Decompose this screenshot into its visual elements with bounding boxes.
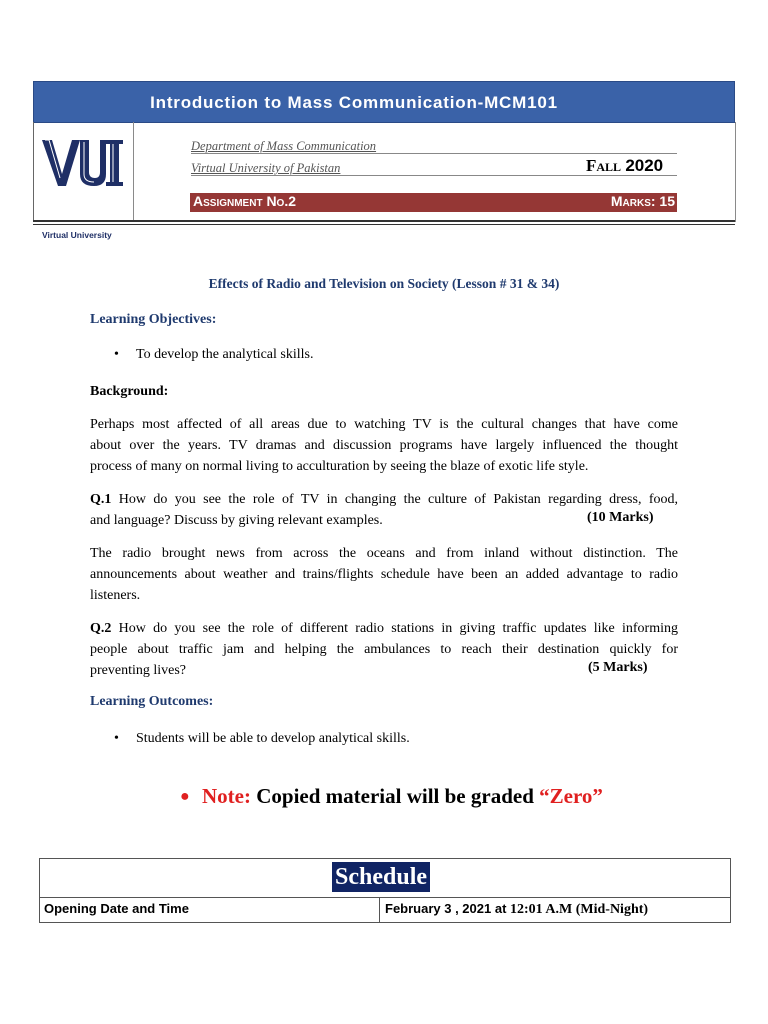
schedule-header (40, 859, 730, 898)
semester-word: Fall (586, 156, 622, 175)
marks-label: Marks: 15 (610, 193, 675, 209)
radio-line-3: listeners. (90, 588, 141, 603)
background-line-1: Perhaps most affected of all areas due to watching TV is the cultural changes that have come (90, 417, 678, 432)
header-divider (33, 220, 735, 222)
opening-date-value (381, 897, 730, 922)
document-heading: Effects of Radio and Television on Society (Lesson # 31 & 34) (208, 276, 560, 291)
logo-caption: Virtual University (42, 230, 112, 240)
header-divider-thin (33, 224, 735, 225)
note-label: Note: (202, 784, 251, 808)
opening-date: February 3 , 2021 at (385, 901, 511, 916)
copy-note (180, 784, 603, 809)
background-line-2: about over the years. TV dramas and discussion programs have largely influenced the thought (90, 438, 678, 453)
background-line-3: process of many on normal living to acculturation by seeing the blaze of exotic life style. (90, 459, 589, 474)
q2-label: Q.2 (90, 621, 112, 636)
radio-line-2: announcements about weather and trains/flights schedule have been an added advantage to radio (90, 567, 678, 582)
q1-line-1: Q.1 How do you see the role of TV in changing the culture of Pakistan regarding dress, food, (90, 492, 678, 507)
logo-cell (33, 122, 134, 240)
university-name: Virtual University of Pakistan (191, 161, 341, 175)
table-row (40, 897, 730, 922)
objective-item (114, 347, 313, 363)
q2-line-2: people about traffic jam and helping the ambulances to reach their destination quickly for (90, 642, 678, 657)
note-text: Copied material will be graded (256, 784, 534, 808)
note-emphasis: “Zero” (539, 784, 603, 808)
background-title: Background: (90, 384, 169, 399)
q2-line-3: preventing lives? (90, 663, 187, 678)
semester-year: 2020 (625, 156, 664, 175)
bullet-icon: • (114, 731, 119, 746)
opening-time: 12:01 A.M (Mid-Night) (510, 902, 649, 917)
opening-date-label: Opening Date and Time (40, 897, 380, 922)
radio-paragraph (90, 543, 678, 606)
red-bullet-icon: ● (180, 788, 190, 805)
outcome-text: Students will be able to develop analytical skills. (136, 731, 410, 746)
course-title-bar (33, 81, 735, 123)
background-paragraph (90, 414, 678, 477)
assignment-bar (190, 193, 677, 212)
q2-marks: (5 Marks) (588, 660, 648, 675)
course-title: Introduction to Mass Communication-MCM101 (150, 93, 558, 112)
q1-line-2: and language? Discuss by giving relevant examples. (90, 513, 383, 528)
q1-label: Q.1 (90, 492, 112, 507)
q1-marks: (10 Marks) (587, 510, 654, 525)
learning-outcomes-title: Learning Outcomes: (90, 694, 214, 709)
bullet-icon: • (114, 347, 119, 362)
department-name: Department of Mass Communication (191, 139, 377, 153)
semester-label (586, 156, 663, 176)
learning-objectives-title: Learning Objectives: (90, 312, 217, 327)
q2-line-1: Q.2 How do you see the role of different radio stations in giving traffic updates like informing (90, 621, 678, 636)
radio-line-1: The radio brought news from across the oceans and from inland without distinction. The (90, 546, 678, 561)
vu-logo-icon (40, 138, 128, 188)
outcome-item (114, 731, 410, 747)
schedule-title: Schedule (332, 862, 430, 892)
department-rule (191, 153, 677, 154)
assignment-label: Assignment No.2 (193, 193, 297, 209)
schedule-table (39, 858, 731, 923)
objective-text: To develop the analytical skills. (136, 347, 314, 362)
